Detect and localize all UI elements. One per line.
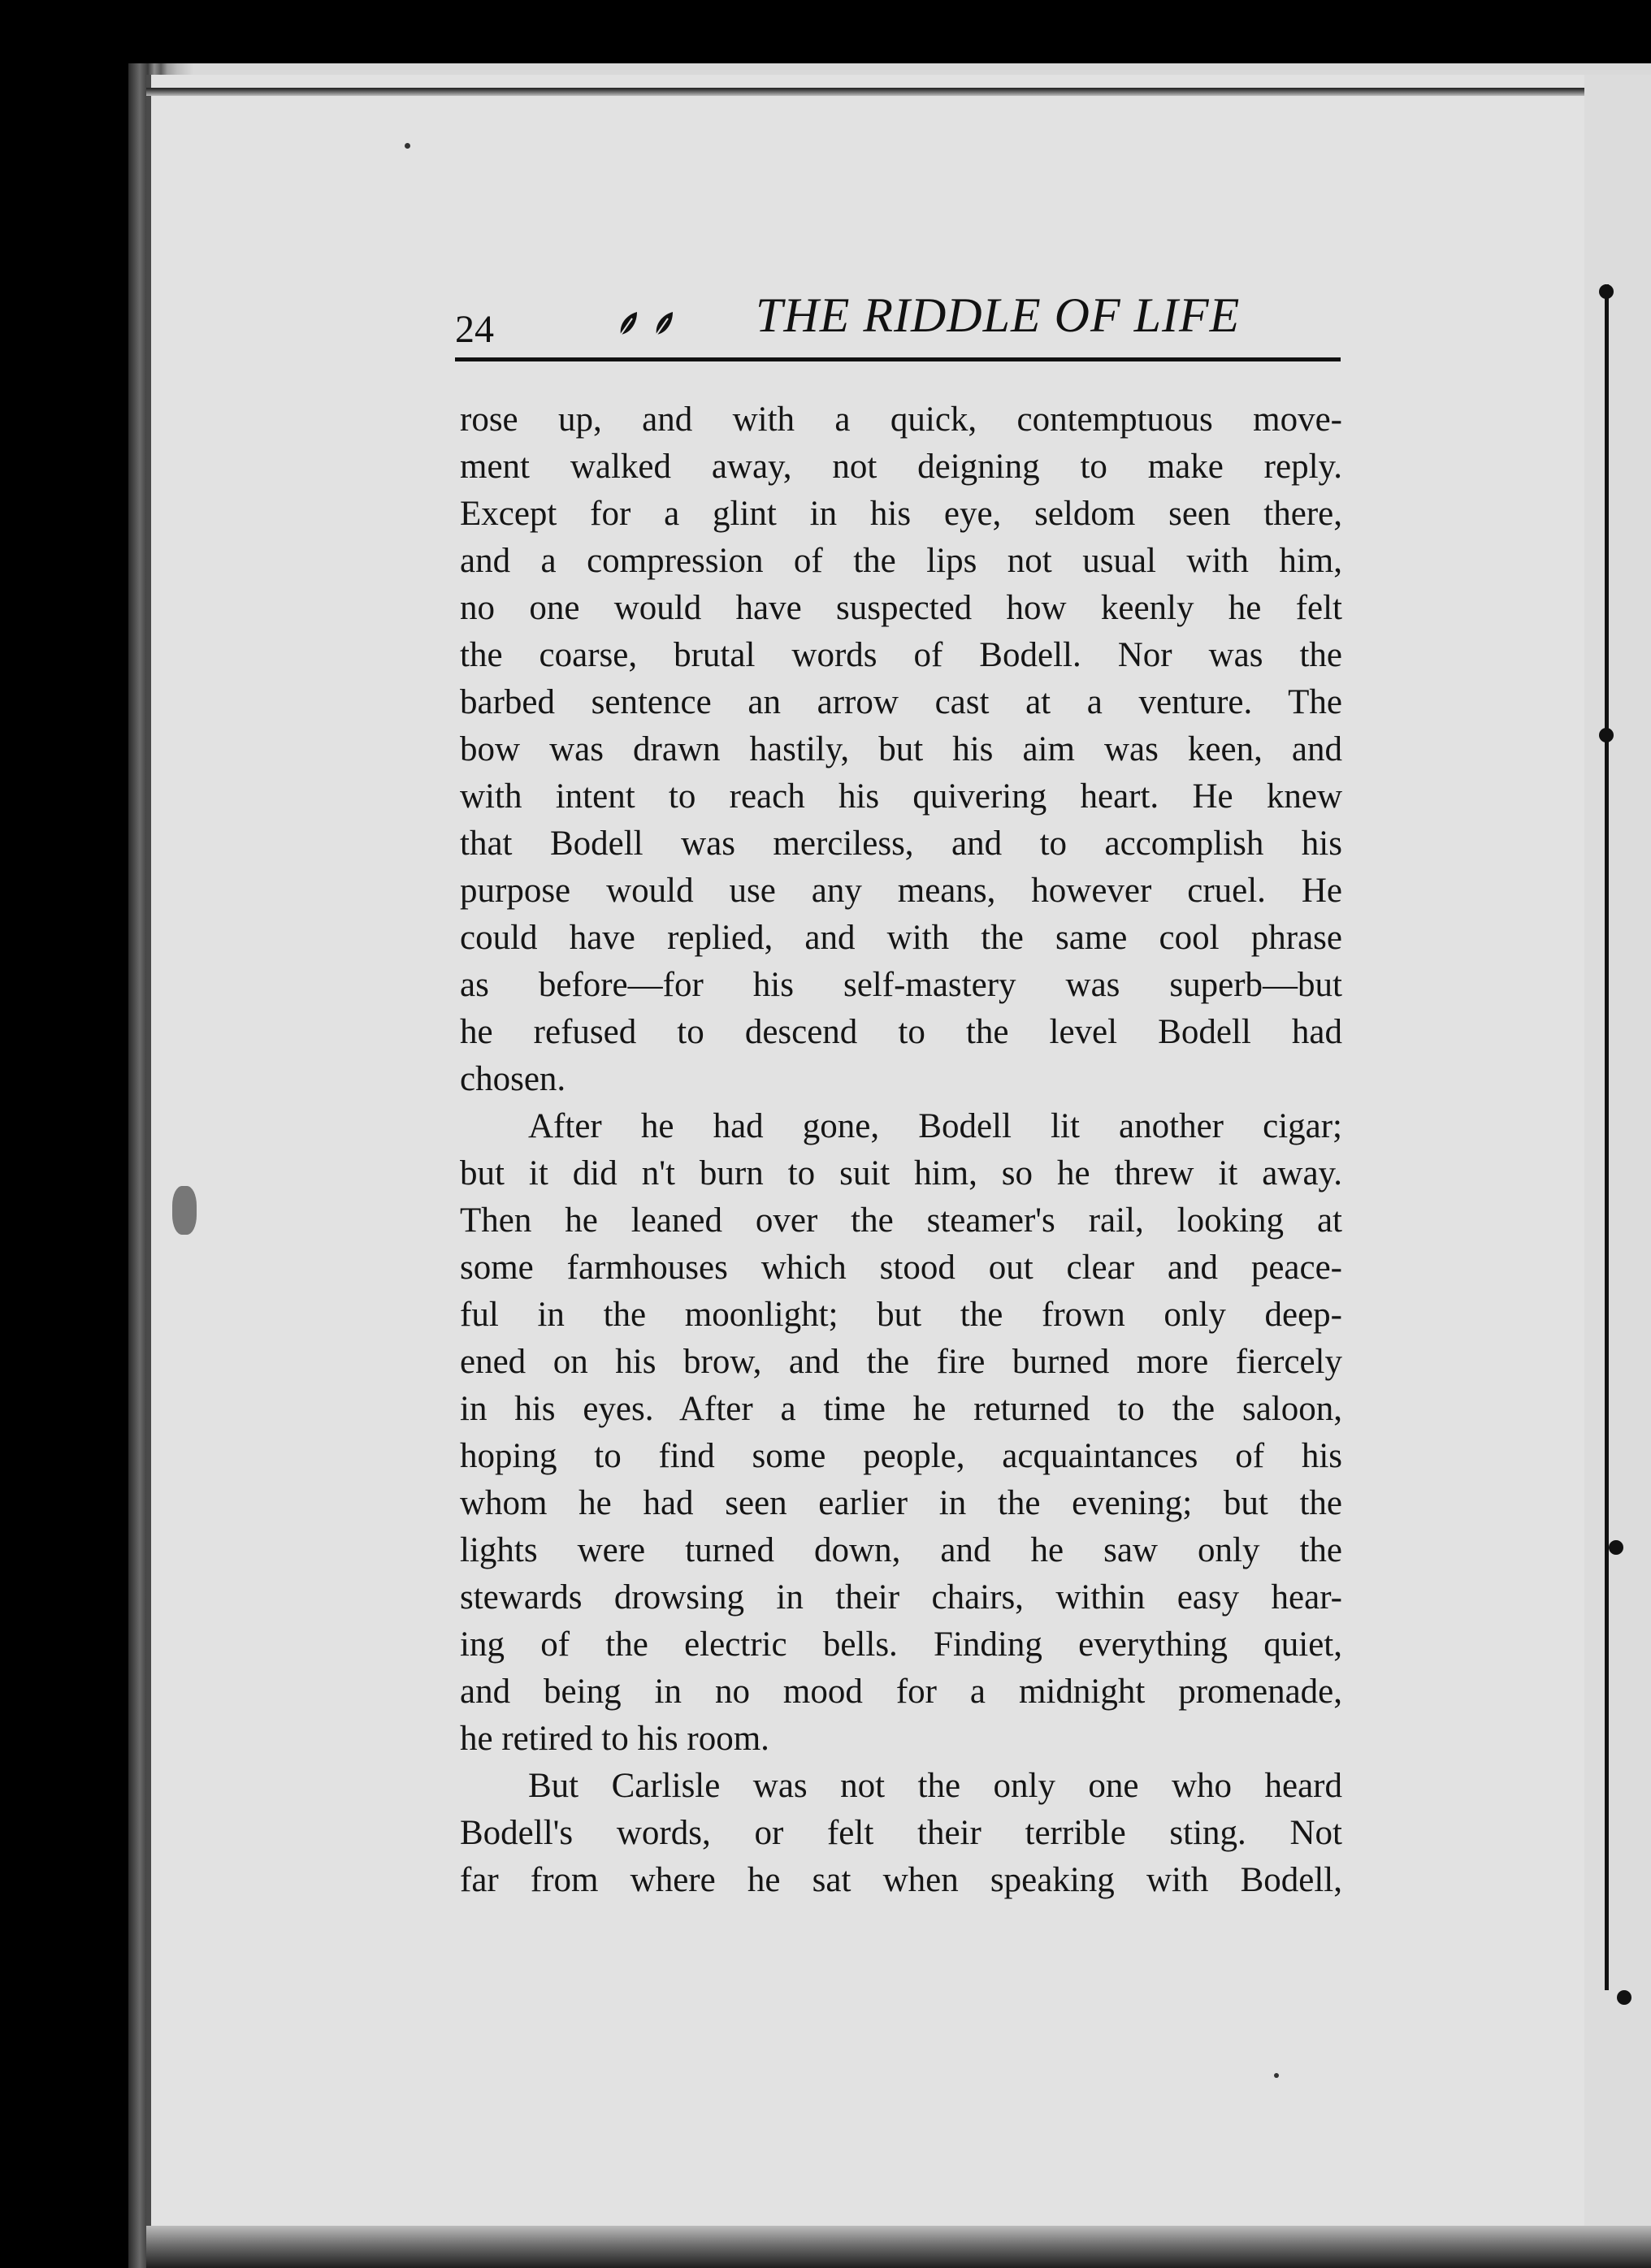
text-line: he retired to his room. [460,1720,769,1758]
text-line: hoping to find some people, acquaintances of his [460,1437,1342,1475]
binding-knot [1609,1540,1623,1555]
binding-knot [1599,284,1614,299]
facing-page-edge [1584,75,1651,2268]
text-line: some farmhouses which stood out clear and peace- [460,1249,1342,1287]
running-title: THE RIDDLE OF LIFE [756,288,1241,342]
text-line: that Bodell was merciless, and to accomplish his [460,825,1342,863]
page-number: 24 [455,308,494,351]
text-line: and being in no mood for a midnight promenade, [460,1673,1342,1711]
text-line: bow was drawn hastily, but his aim was keen, and [460,730,1342,768]
text-line: After he had gone, Bodell lit another cigar; [528,1107,1342,1145]
scan-speck [1274,2073,1279,2078]
text-line: chosen. [460,1060,566,1098]
text-line: barbed sentence an arrow cast at a venture. The [460,683,1342,721]
scan-speck [405,143,410,149]
text-line: with intent to reach his quivering heart. He knew [460,777,1342,816]
body-text [460,396,1342,1904]
text-line: Then he leaned over the steamer's rail, looking at [460,1201,1342,1240]
leaf-icon [618,310,639,338]
text-line: stewards drowsing in their chairs, within easy hear- [460,1578,1342,1617]
text-line: but it did n't burn to suit him, so he threw it away. [460,1154,1342,1192]
text-line: Except for a glint in his eye, seldom seen there, [460,495,1342,533]
header-rule [455,357,1341,361]
text-line: rose up, and with a quick, contemptuous move- [460,400,1342,439]
text-line: Bodell's words, or felt their terrible sting. Not [460,1814,1342,1852]
text-line: But Carlisle was not the only one who heard [528,1767,1342,1805]
text-line: purpose would use any means, however cruel. He [460,872,1342,910]
text-line: lights were turned down, and he saw only the [460,1531,1342,1569]
ornament-group [618,310,674,338]
text-line: ment walked away, not deigning to make reply. [460,448,1342,486]
text-line: could have replied, and with the same cool phrase [460,919,1342,957]
text-line: no one would have suspected how keenly he felt [460,589,1342,627]
binding-cord [1605,284,1609,1990]
text-line: the coarse, brutal words of Bodell. Nor was the [460,636,1342,674]
text-line: ing of the electric bells. Finding everything quiet, [460,1625,1342,1664]
text-line: whom he had seen earlier in the evening; but the [460,1484,1342,1522]
text-line: far from where he sat when speaking with Bodell, [460,1861,1342,1899]
page-bottom-shadow [146,2226,1651,2268]
leaf-icon [653,310,674,338]
binding-knot [1617,1990,1632,2005]
text-line: ful in the moonlight; but the frown only deep- [460,1296,1342,1334]
running-head [455,286,1341,367]
scan-smudge [172,1186,197,1235]
text-line: as before—for his self-mastery was superb—but [460,966,1342,1004]
page-top-edge [146,88,1584,96]
binding-knot [1599,728,1614,742]
text-line: ened on his brow, and the fire burned more fiercely [460,1343,1342,1381]
text-line: and a compression of the lips not usual with him, [460,542,1342,580]
text-line: in his eyes. After a time he returned to the saloon, [460,1390,1342,1428]
text-line: he refused to descend to the level Bodell had [460,1013,1342,1051]
